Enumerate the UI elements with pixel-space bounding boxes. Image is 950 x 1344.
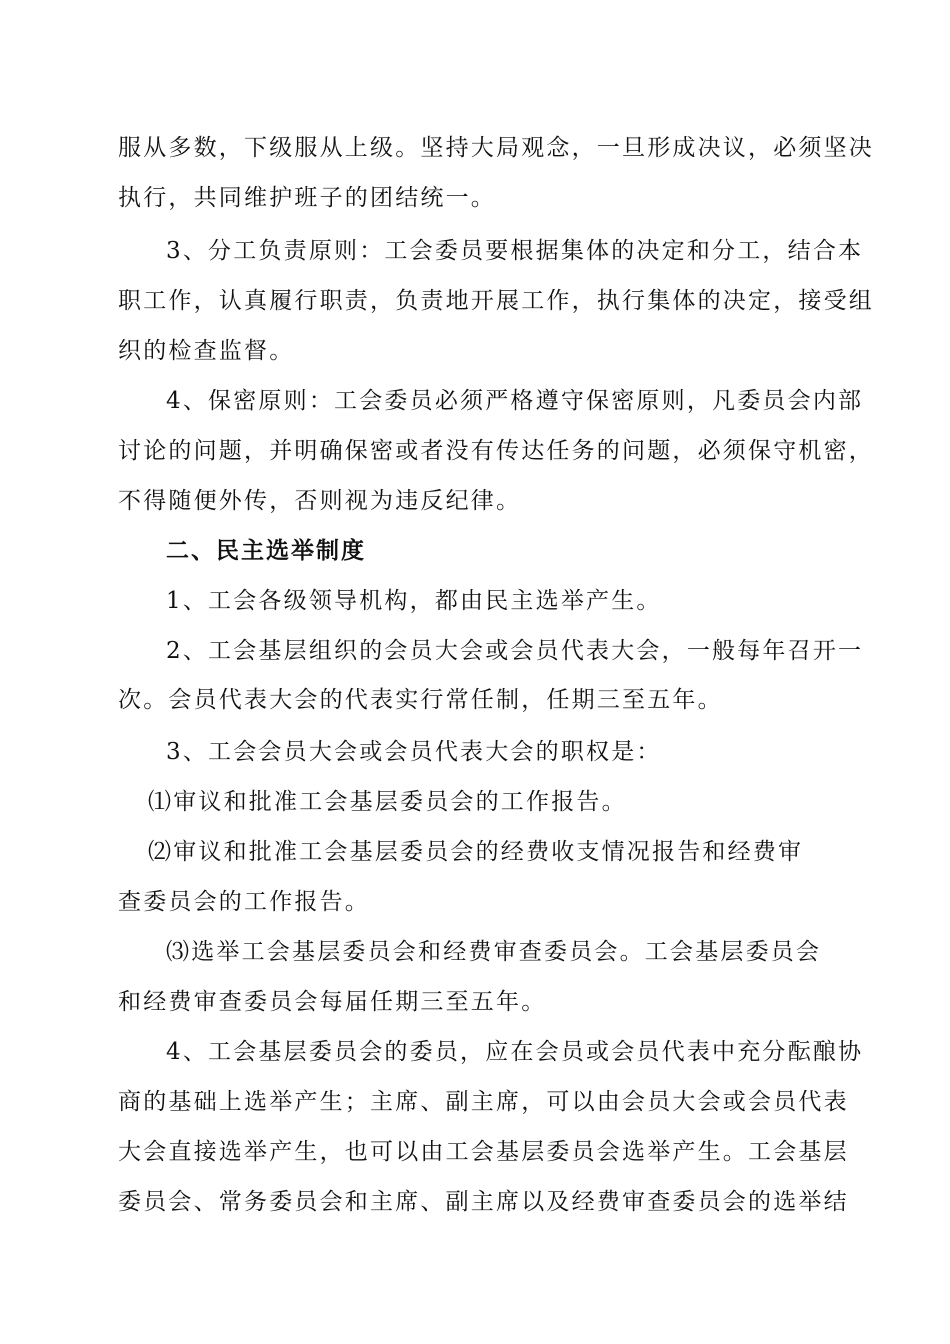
text-line: 委员会、常务委员会和主席、副主席以及经费审查委员会的选举结 — [118, 1189, 849, 1215]
text-line: 查委员会的工作报告。 — [118, 889, 370, 915]
sub-item-1: ⑴审议和批准工会基层委员会的工作报告。 — [148, 789, 627, 815]
text-line: 不得随便外传，否则视为违反纪律。 — [118, 488, 522, 514]
text-line: 服从多数，下级服从上级。坚持大局观念，一旦形成决议，必须坚决 — [118, 135, 874, 161]
text-line: 和经费审查委员会每届任期三至五年。 — [118, 989, 547, 1015]
text-line: 织的检查监督。 — [118, 338, 295, 364]
section-heading: 二、民主选举制度 — [166, 538, 366, 564]
text-line: 讨论的问题，并明确保密或者没有传达任务的问题，必须保守机密， — [118, 438, 874, 464]
paragraph-item-4: 4、工会基层委员会的委员，应在会员或会员代表中充分酝酿协 — [166, 1039, 864, 1065]
text-line: 执行，共同维护班子的团结统一。 — [118, 185, 496, 211]
paragraph-item-3: 3、工会会员大会或会员代表大会的职权是： — [166, 739, 662, 765]
sub-item-3: ⑶选举工会基层委员会和经费审查委员会。工会基层委员会 — [166, 939, 822, 965]
paragraph-item-1: 1、工会各级领导机构，都由民主选举产生。 — [166, 588, 662, 614]
paragraph-division-of-labor: 3、分工负责原则：工会委员要根据集体的决定和分工，结合本 — [166, 238, 864, 264]
sub-item-2: ⑵审议和批准工会基层委员会的经费收支情况报告和经费审 — [148, 839, 804, 865]
text-line: 商的基础上选举产生；主席、副主席，可以由会员大会或会员代表 — [118, 1089, 849, 1115]
paragraph-item-2: 2、工会基层组织的会员大会或会员代表大会，一般每年召开一 — [166, 638, 864, 664]
text-line: 职工作，认真履行职责，负责地开展工作，执行集体的决定，接受组 — [118, 288, 874, 314]
paragraph-confidentiality: 4、保密原则：工会委员必须严格遵守保密原则，凡委员会内部 — [166, 388, 864, 414]
text-line: 次。会员代表大会的代表实行常任制，任期三至五年。 — [118, 687, 723, 713]
text-line: 大会直接选举产生，也可以由工会基层委员会选举产生。工会基层 — [118, 1139, 849, 1165]
